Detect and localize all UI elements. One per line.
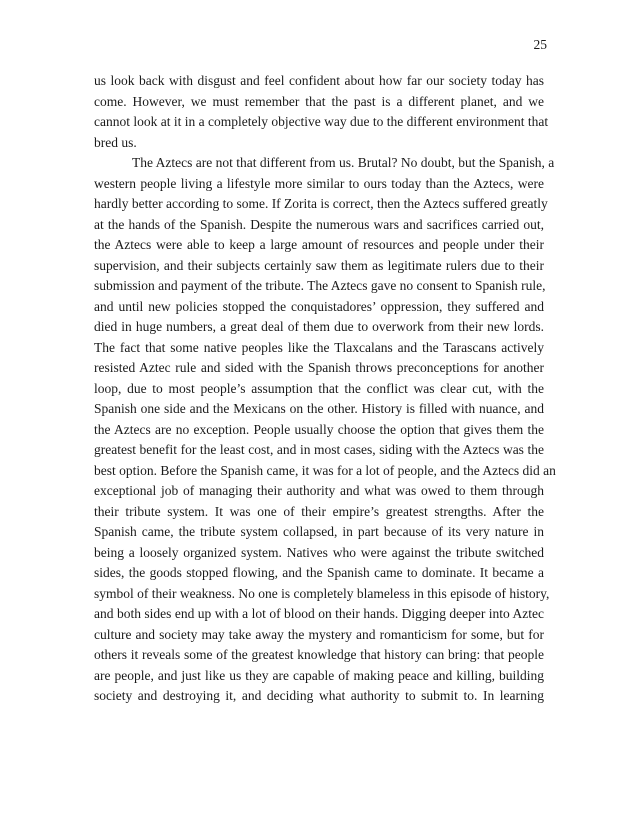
text-line: The fact that some native peoples like the Tlaxcalans and the Tarascans actively <box>94 339 544 355</box>
text-line: sides, the goods stopped flowing, and the Spanish came to dominate. It became a <box>94 565 544 580</box>
text-line: the Aztecs were able to keep a large amount of resources and people under their <box>94 237 544 252</box>
paragraph-1 <box>94 71 549 153</box>
text-line: their tribute system. It was one of their empire’s greatest strengths. After the <box>94 503 544 519</box>
body-text <box>94 71 556 707</box>
text-line: The Aztecs are not that different from us. Brutal? No doubt, but the Spanish, a <box>132 155 555 170</box>
text-line: come. However, we must remember that the past is a different planet, and we <box>94 93 544 109</box>
text-line: died in huge numbers, a great deal of them due to overwork from their new lords. <box>94 319 544 334</box>
text-line: and both sides end up with a lot of blood on their hands. Digging deeper into Aztec <box>94 606 544 621</box>
text-line: bred us. <box>94 134 137 150</box>
text-line: western people living a lifestyle more similar to ours today than the Aztecs, were <box>94 175 544 191</box>
text-line: exceptional job of managing their authority and what was owed to them through <box>94 483 544 498</box>
text-line: us look back with disgust and feel confident about how far our society today has <box>94 73 544 88</box>
text-line: at the hands of the Spanish. Despite the numerous wars and sacrifices carried out, <box>94 216 544 232</box>
text-line: culture and society may take away the mystery and romanticism for some, but for <box>94 626 544 642</box>
page-number: 25 <box>533 37 547 52</box>
paragraph-2 <box>94 153 556 707</box>
text-line: resisted Aztec rule and sided with the Spanish throws preconceptions for another <box>94 360 544 375</box>
text-line: loop, due to most people’s assumption that the conflict was clear cut, with the <box>94 380 544 396</box>
text-line: society and destroying it, and deciding what authority to submit to. In learning <box>94 688 544 703</box>
text-line: others it reveals some of the greatest knowledge that history can bring: that people <box>94 647 544 662</box>
text-line: Spanish came, the tribute system collapsed, in part because of its very nature in <box>94 524 544 539</box>
text-line: symbol of their weakness. No one is completely blameless in this episode of history, <box>94 585 550 601</box>
text-line: the Aztecs are no exception. People usually choose the option that gives them the <box>94 421 544 437</box>
text-line: Spanish one side and the Mexicans on the other. History is filled with nuance, and <box>94 401 544 416</box>
text-line: submission and payment of the tribute. The Aztecs gave no consent to Spanish rule, <box>94 278 546 293</box>
text-line: greatest benefit for the least cost, and in most cases, siding with the Aztecs was the <box>94 442 544 457</box>
text-line: supervision, and their subjects certainly saw them as legitimate rulers due to their <box>94 257 544 273</box>
text-line: and until new policies stopped the conquistadores’ oppression, they suffered and <box>94 298 544 314</box>
text-line: best option. Before the Spanish came, it was for a lot of people, and the Aztecs did an <box>94 462 556 478</box>
text-line: cannot look at it in a completely objective way due to the different environment that <box>94 114 549 129</box>
text-line: hardly better according to some. If Zorita is correct, then the Aztecs suffered greatly <box>94 196 548 211</box>
text-line: are people, and just like us they are capable of making peace and killing, building <box>94 667 544 683</box>
text-line: being a loosely organized system. Natives who were against the tribute switched <box>94 544 544 560</box>
